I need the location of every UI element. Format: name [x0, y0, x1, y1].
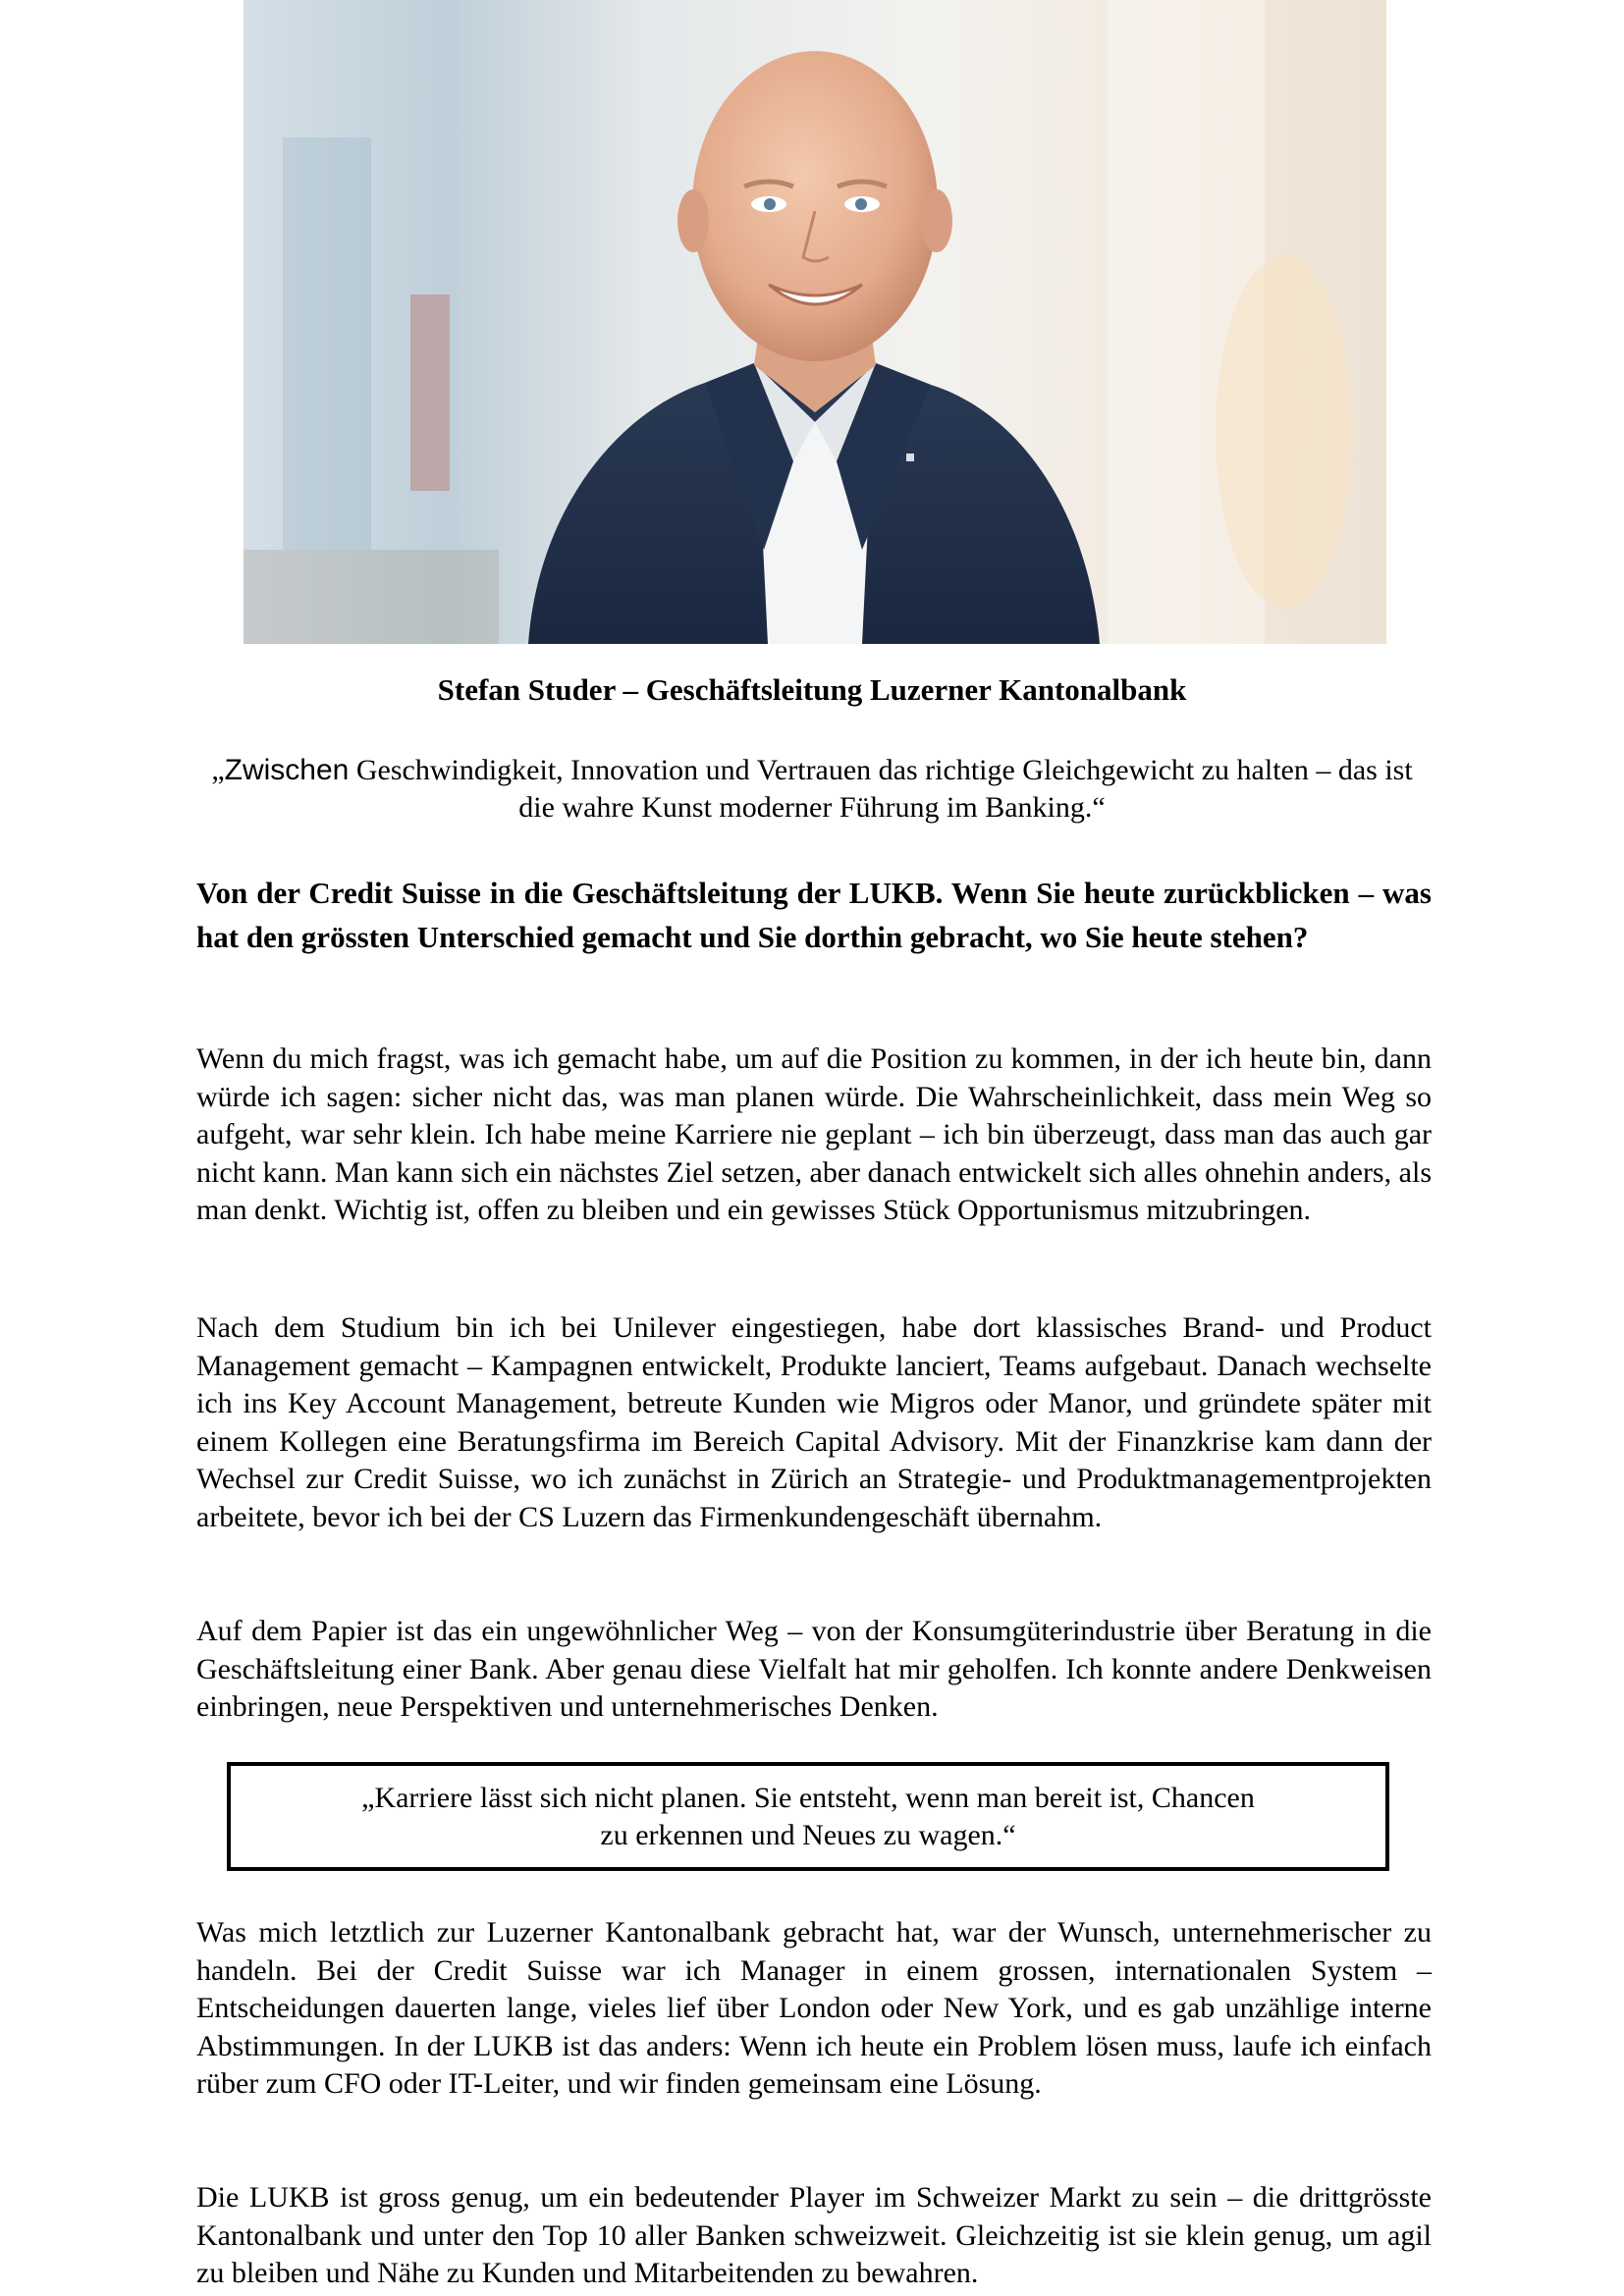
- photo-caption: Stefan Studer – Geschäftsleitung Luzerner Kantonalbank: [437, 672, 1187, 707]
- pull-quote-text: „Karriere lässt sich nicht planen. Sie entsteht, wenn man bereit ist, Chancen zu erkennen und Neues zu wagen.“: [361, 1781, 1255, 1851]
- lead-quote: [196, 752, 1428, 827]
- pull-quote-box: [227, 1762, 1389, 1871]
- answer-paragraph-3: Auf dem Papier ist das ein ungewöhnlicher Weg – von der Konsumgüterindustrie über Beratung in die Geschäftsleitung einer Bank. Aber genau diese Vielfalt hat mir geholfen. Ich konnte andere Denkweisen einbringen, neue Perspektiven und unternehmerisches Denken.: [196, 1615, 1432, 1723]
- answer-paragraph-2: Nach dem Studium bin ich bei Unilever eingestiegen, habe dort klassisches Brand- und Product Management gemacht – Kampagnen entwickelt, Produkte lanciert, Teams aufgebaut. Danach wechselte ich ins Key Account Management, betreute Kunden wie Migros oder Manor, und gründete später mit einem Kollegen eine Beratungsfirma im Bereich Capital Advisory. Mit der Finanzkrise kam dann der Wechsel zur Credit Suisse, wo ich zunächst in Zürich an Strategie- und Produktmanagementprojekten arbeitete, bevor ich bei der CS Luzern das Firmenkundengeschäft übernahm.: [196, 1311, 1432, 1533]
- answer-paragraph-5: Die LUKB ist gross genug, um ein bedeutender Player im Schweizer Markt zu sein – die drittgrösste Kantonalbank und unter den Top 10 aller Banken schweizweit. Gleichzeitig ist sie klein genug, um agil zu bleiben und Nähe zu Kunden und Mitarbeitenden zu bewahren.: [196, 2181, 1432, 2289]
- answer-paragraph-1: Wenn du mich fragst, was ich gemacht habe, um auf die Position zu kommen, in der ich heute bin, dann würde ich sagen: sicher nicht das, was man planen würde. Die Wahrscheinlichkeit, dass mein Weg so aufgeht, war sehr klein. Ich habe meine Karriere nie geplant – ich bin überzeugt, dass man das auch gar nicht kann. Man kann sich ein nächstes Ziel setzen, aber danach entwickelt sich alles ohnehin anders, als man denkt. Wichtig ist, offen zu bleiben und ein gewisses Stück Opportunismus mitzubringen.: [196, 1042, 1432, 1226]
- lead-quote-rest: Geschwindigkeit, Innovation und Vertrauen das richtige Gleichgewicht zu halten – das ist die wahre Kunst moderner Führung im Banking.“: [349, 754, 1413, 824]
- lead-quote-open-mark: „: [211, 754, 225, 786]
- portrait-photo: [244, 0, 1386, 644]
- lead-quote-first-word: Zwischen: [224, 754, 350, 786]
- interview-question: Von der Credit Suisse in die Geschäftsleitung der LUKB. Wenn Sie heute zurückblicken – was hat den grössten Unterschied gemacht und Sie dorthin gebracht, wo Sie heute stehen?: [196, 876, 1432, 954]
- portrait-illustration: [244, 0, 1386, 644]
- answer-paragraph-4: Was mich letztlich zur Luzerner Kantonalbank gebracht hat, war der Wunsch, unternehmerischer zu handeln. Bei der Credit Suisse war ich Manager in einem grossen, internationalen System – Entscheidungen dauerten lange, vieles lief über London oder New York, und es gab unzählige interne Abstimmungen. In der LUKB ist das anders: Wenn ich heute ein Problem lösen muss, laufe ich einfach rüber zum CFO oder IT-Leiter, und wir finden gemeinsam eine Lösung.: [196, 1916, 1432, 2100]
